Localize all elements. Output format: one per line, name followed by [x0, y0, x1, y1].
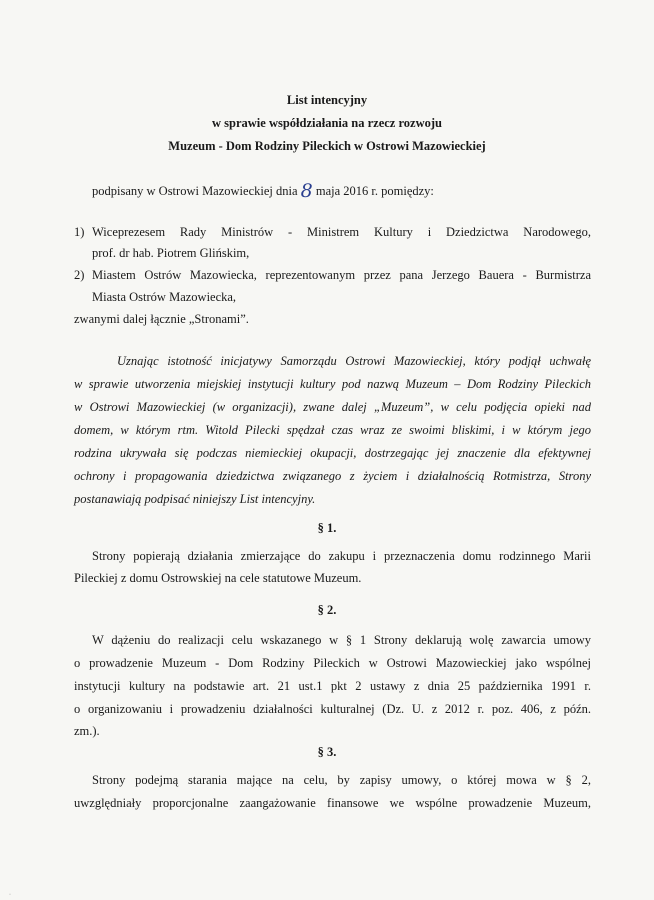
title-line-2: w sprawie współdziałania na rzecz rozwoju — [212, 116, 442, 130]
signed-before: podpisany w Ostrowi Mazowieckiej dnia — [92, 184, 298, 198]
preamble-line-1: Uznając istotność inicjatywy Samorządu Ostrowi Mazowieckiej, który podjął uchwałę — [117, 354, 591, 368]
preamble-line-2: w sprawie utworzenia miejskiej instytucji kultury pod nazwą Muzeum – Dom Rodziny Pileckich — [74, 377, 591, 391]
party-2-number: 2) — [74, 268, 85, 282]
signed-after: maja 2016 r. pomiędzy: — [315, 184, 434, 198]
preamble-line-5: rodzina ukrywała się podczas niemieckiej okupacji, dostrzegając jej znaczenie dla efektywnej — [74, 446, 591, 460]
section-1-line-2: Pileckiej z domu Ostrowskiej na cele statutowe Muzeum. — [74, 571, 362, 585]
section-2-line-4: o organizowaniu i prowadzeniu działalności kulturalnej (Dz. U. z 2012 r. poz. 406, z późn. — [74, 702, 591, 716]
party-1-number: 1) — [74, 225, 85, 239]
section-2-line-2: o prowadzenie Muzeum - Dom Rodziny Pileckich w Ostrowi Mazowieckiej jako wspólnej — [74, 656, 591, 670]
preamble-line-6: ochrony i propagowania dziedzictwa związanego z życiem i działalnością Rotmistrza, Strony — [74, 469, 591, 483]
section-3-heading: § 3. — [317, 745, 337, 759]
section-1-heading: § 1. — [317, 521, 337, 535]
title-line-3: Muzeum - Dom Rodziny Pileckich w Ostrowi Mazowieckiej — [168, 139, 486, 153]
party-1-line-2: prof. dr hab. Piotrem Glińskim, — [92, 246, 250, 260]
section-1-line-1: Strony popierają działania zmierzające do zakupu i przeznaczenia domu rodzinnego Marii — [92, 549, 591, 563]
section-3-line-2: uwzględniały proporcjonalne zaangażowanie finansowe we wspólne prowadzenie Muzeum, — [74, 796, 591, 810]
section-3-line-1: Strony podejmą starania mające na celu, by zapisy umowy, o której mowa w § 2, — [92, 773, 591, 787]
signed-line — [92, 178, 434, 200]
section-2-line-1: W dążeniu do realizacji celu wskazanego w § 1 Strony deklarują wolę zawarcia umowy — [92, 633, 591, 647]
preamble-line-3: w Ostrowi Mazowieckiej (w organizacji), zwane dalej „Muzeum”, w celu podjęcia opieki nad — [74, 400, 591, 414]
handwritten-day: 8 — [300, 180, 313, 202]
preamble-line-4: domem, w którym rtm. Witold Pilecki spędzał czas wraz ze swoimi bliskimi, i w którym jego — [74, 423, 591, 437]
preamble-line-7: postanawiają podpisać niniejszy List intencyjny. — [74, 492, 316, 506]
party-2-line-1: Miastem Ostrów Mazowiecka, reprezentowanym przez pana Jerzego Bauera - Burmistrza — [92, 268, 591, 282]
parties-together: zwanymi dalej łącznie „Stronami”. — [74, 312, 249, 326]
section-2-line-5: zm.). — [74, 724, 100, 738]
party-1-line-1: Wiceprezesem Rady Ministrów - Ministrem Kultury i Dziedzictwa Narodowego, — [92, 225, 591, 239]
corner-mark: · — [9, 892, 11, 898]
title-line-1: List intencyjny — [286, 93, 368, 107]
party-2-line-2: Miasta Ostrów Mazowiecka, — [92, 290, 237, 304]
section-2-heading: § 2. — [317, 603, 337, 617]
section-2-line-3: instytucji kultury na podstawie art. 21 ust.1 pkt 2 ustawy z dnia 25 października 1991 r. — [74, 679, 591, 693]
